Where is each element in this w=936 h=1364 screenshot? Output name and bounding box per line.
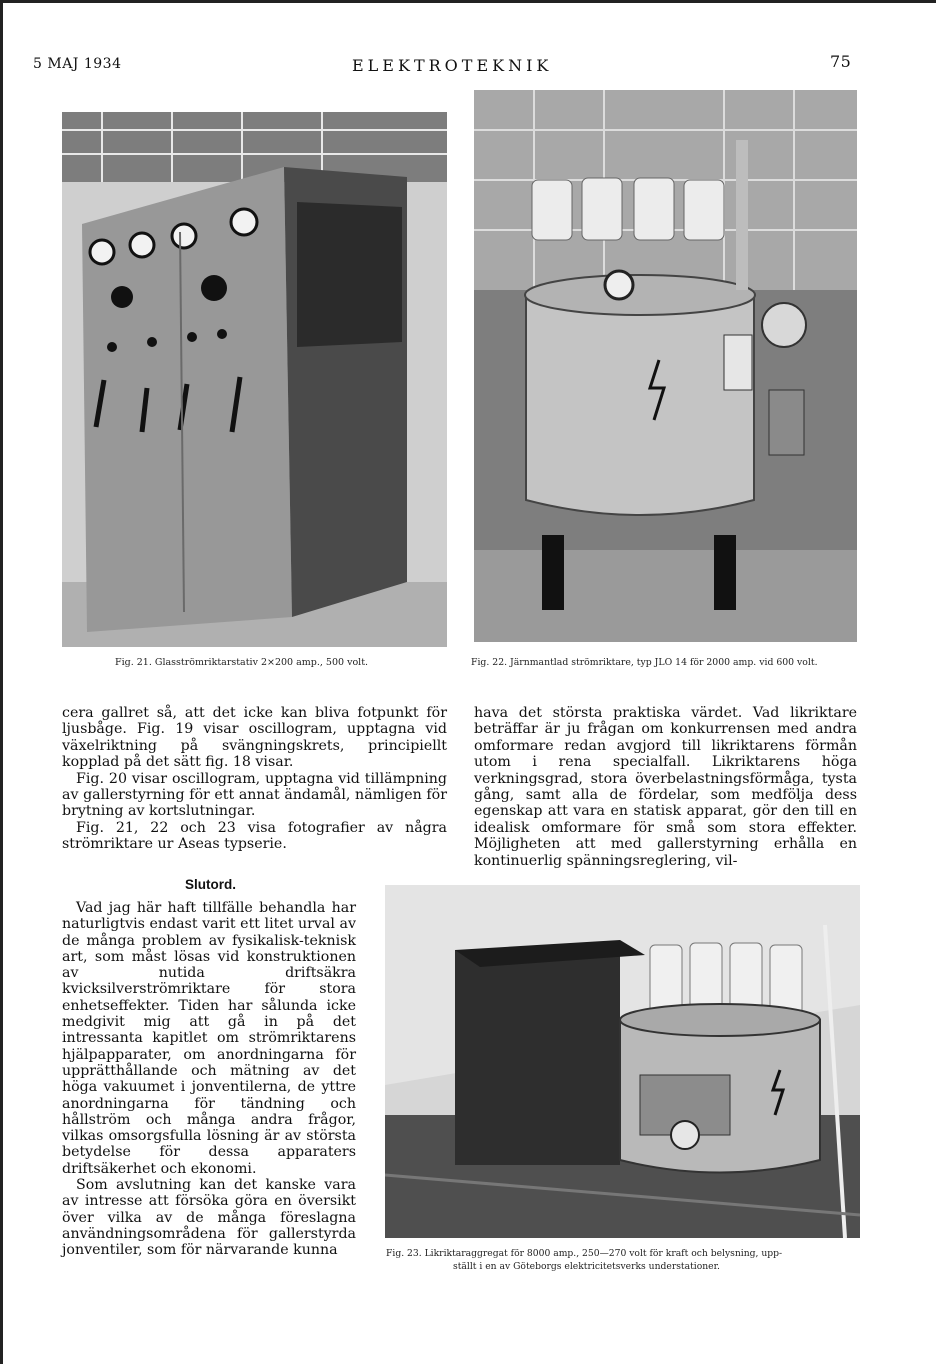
paragraph: Vad jag här haft tillfälle behandla har naturligtvis endast varit ett litet urval av de många problem av fysikalisk-teknisk art, som måst lösas vid konstruktionen av nutida driftsäkra kvicksilverströmriktare för stora enhetseffekter. Tiden har sålunda icke medgivit mig att gå in på det intressanta kapitlet om strömriktarens hjälpapparater, om anordningarna för upprätthållande och mätning av det höga vakuumet i jonventilerna, de yttre anordningarna för tändning och hållström och många andra frågor, vilkas omsorgsfulla lösning är av största betydelse för dessa apparaters driftsäkerhet och ekonomi. [62,900,356,1177]
header-page-number: 75 [830,52,852,71]
fig21-photo [62,112,447,647]
paragraph: Fig. 20 visar oscillogram, upptagna vid tillämpning av gallerstyrning för ett annat ändamål, nämligen för brytning av kortslutningar. [62,770,447,820]
fig22-caption: Fig. 22. Järnmantlad strömriktare, typ JLO 14 för 2000 amp. vid 600 volt. [471,657,818,668]
header-journal-title: ELEKTROTEKNIK [352,56,553,75]
fig21-illustration [62,112,447,647]
fig23-caption-line1: Fig. 23. Likriktaraggregat för 8000 amp., 250—270 volt för kraft och belysning, upp- [386,1248,783,1259]
page-border-left [0,0,3,1364]
section-heading: Slutord. [185,877,236,892]
fig21-caption: Fig. 21. Glasströmriktarstativ 2×200 amp., 500 volt. [115,657,369,668]
fig23-photo [385,885,860,1238]
paragraph: cera gallret så, att det icke kan bliva fotpunkt för ljusbåge. Fig. 19 visar oscillogram, upptagna vid växelriktning på svängningskrets, principiellt kopplad på det sätt fig. 18 visar. [62,705,447,771]
page-border-top [0,0,936,3]
header-date: 5 MAJ 1934 [33,56,122,72]
fig23-caption-line2: ställt i en av Göteborgs elektricitetsverks understationer. [453,1261,720,1272]
closing-text-column [62,900,356,1259]
fig22-photo [474,90,857,642]
right-column-upper-text [474,705,857,869]
fig23-illustration [385,885,860,1238]
paragraph: Fig. 21, 22 och 23 visa fotografier av några strömriktare ur Aseas typserie. [62,819,447,853]
fig22-illustration [474,90,857,642]
paragraph: hava det största praktiska värdet. Vad likriktare beträffar är ju frågan om konkurrensen med andra omformare redan avgjord till likriktarens förmån utom i rena specialfall. Likriktarens höga verkningsgrad, stora överbelastningsförmåga, tysta gång, samt alla de fördelar, som medfölja dess egenskap att vara en statisk apparat, gör den till en idealisk omformare för små som stora effekter. Möjligheten att med gallerstyrning erhålla en kontinuerlig spänningsreglering, vil- [474,705,857,869]
paragraph: Som avslutning kan det kanske vara av intresse att försöka göra en översikt över vilka av de många föreslagna användningsområdena för gallerstyrda jonventiler, som för närvarande kunna [62,1177,356,1259]
left-column-upper-text [62,705,447,853]
